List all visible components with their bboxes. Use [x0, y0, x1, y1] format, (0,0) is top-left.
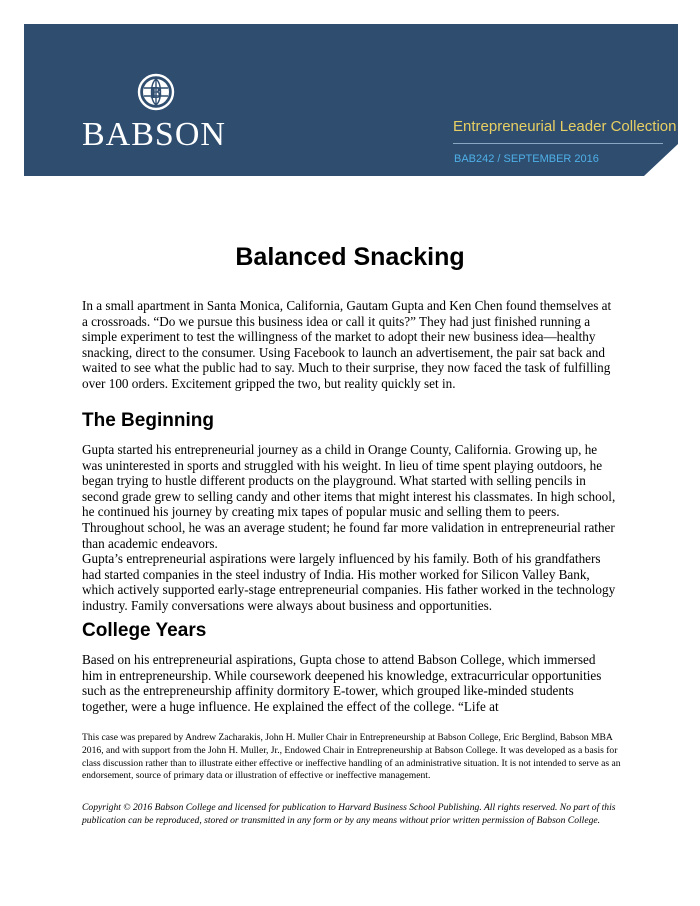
section-heading-college: College Years	[82, 620, 207, 641]
beginning-paragraph-2: Gupta’s entrepreneurial aspirations were largely influenced by his family. Both of his grandfathers had started companies in the steel industry of India. His mother worked for Silicon Valley Bank, which actively supported early-stage entrepreneurial companies. His father worked in the technology industry. Family conversations were always about business and opportunities.	[82, 551, 616, 613]
beginning-paragraph-1: Gupta started his entrepreneurial journey as a child in Orange County, California. Growing up, he was uninterested in sports and struggled with his weight. In lieu of time spent playing outdoors, he began trying to hustle different products on the playground. What started with selling pencils in second grade grew to selling candy and other items that might interest his classmates. In high school, he continued his journey by creating mix tapes of popular music and selling them to peers. Throughout school, he was an average student; he found far more validation in entrepreneurial rather than academic endeavors.	[82, 442, 616, 551]
header-banner	[24, 24, 678, 176]
copyright-notice: Copyright © 2016 Babson College and licensed for publication to Harvard Business School Publishing. All rights reserved. No part of this publication can be reproduced, stored or transmitted in any form or by any means without prior written permission of Babson College.	[82, 802, 616, 826]
svg-text:B: B	[150, 83, 162, 102]
case-id: BAB242 / SEPTEMBER 2016	[454, 153, 599, 165]
intro-paragraph: In a small apartment in Santa Monica, California, Gautam Gupta and Ken Chen found themselves at a crossroads. “Do we pursue this business idea or call it quits?” They had just finished running a simple experiment to test the willingness of the market to adopt their new business idea—healthy snacking, direct to the consumer. Using Facebook to launch an advertisement, the pair sat back and waited to see what the public had to say. Much to their surprise, they now faced the task of fulfilling over 100 orders. Excitement gripped the two, but reality quickly set in.	[82, 298, 612, 391]
college-paragraph-1: Based on his entrepreneurial aspirations, Gupta chose to attend Babson College, which immersed him in entrepreneurship. While coursework deepened his knowledge, extracurricular opportunities such as the entrepreneurship affinity dormitory E-tower, which grouped like-minded students together, were a huge influence. He explained the effect of the college. “Life at	[82, 652, 602, 714]
case-footnote: This case was prepared by Andrew Zacharakis, John H. Muller Chair in Entrepreneurship at Babson College, Eric Berglind, Babson MBA 2016, and with support from the John H. Muller, Jr., Endowed Chair in Entrepreneurship at Babson College. It was developed as a basis for class discussion rather than to illustrate either effective or ineffective handling of an administrative situation. It is not intended to serve as an endorsement, source of primary data or illustration of effective or ineffective management.	[82, 732, 621, 782]
header-divider	[453, 143, 663, 144]
document-title: Balanced Snacking	[235, 242, 465, 271]
section-heading-beginning: The Beginning	[82, 410, 214, 431]
logo-text: BABSON	[82, 116, 226, 153]
collection-title: Entrepreneurial Leader Collection	[453, 118, 677, 135]
babson-globe-icon	[136, 72, 176, 112]
